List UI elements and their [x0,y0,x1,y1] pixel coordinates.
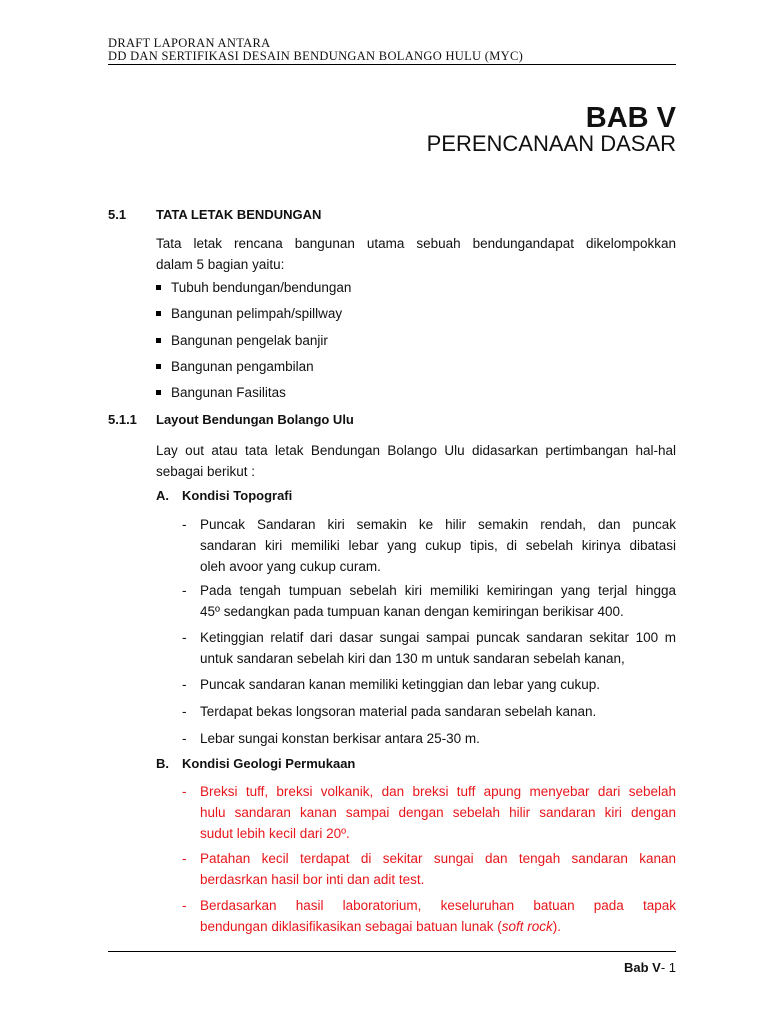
bullet-item: Bangunan Fasilitas [156,384,286,402]
footer-rule [108,951,676,952]
bullet-item: Bangunan pengambilan [156,358,314,376]
bullet-square-icon [156,311,161,316]
section-number: 5.1 [108,207,127,222]
footer-separator: - [660,960,669,975]
dash-marker: - [182,704,187,719]
section-5-1-1-intro [156,440,676,482]
list-item: - Pada tengah tumpuan sebelah kiri memiliki kemiringan yang terjal hingga 45º sedangkan pada tumpuan kanan dengan kemiringan berikisar 400. [182,580,676,622]
dash-marker: - [182,630,187,645]
bullet-item: Bangunan pengelak banjir [156,332,328,350]
subheading-letter: A. [156,488,169,503]
bullet-item: Tubuh bendungan/bendungan [156,279,351,297]
bullet-square-icon [156,285,161,290]
section-title: Layout Bendungan Bolango Ulu [156,412,354,427]
page-number: 1 [668,960,676,975]
bullet-square-icon [156,390,161,395]
list-item: - Breksi tuff, breksi volkanik, dan breksi tuff apung menyebar dari sebelah hulu sandaran kanan sampai dengan sebelah hilir sandaran kiri dengan sudut lebih kecil dari 20º. [182,781,676,844]
list-item: - Ketinggian relatif dari dasar sungai sampai puncak sandaran sekitar 100 m untuk sandaran sebelah kiri dan 130 m untuk sandaran sebelah kanan, [182,627,676,669]
subheading-title: Kondisi Geologi Permukaan [182,756,356,771]
dash-marker: - [182,517,187,532]
list-item: - Lebar sungai konstan berkisar antara 25-30 m. [182,728,676,749]
dash-marker: - [182,784,187,799]
section-title: TATA LETAK BENDUNGAN [156,207,322,222]
intro-line: Lay out atau tata letak Bendungan Bolango Ulu didasarkan pertimbangan hal-hal [156,443,676,458]
subheading-b [156,756,355,771]
doc-header-line2: DD DAN SERTIFIKASI DESAIN BENDUNGAN BOLANGO HULU (MYC) [108,49,524,63]
section-5-1-intro [156,233,676,275]
bullet-square-icon [156,364,161,369]
section-heading-5-1 [108,207,321,222]
dash-marker: - [182,677,187,692]
list-item: - Terdapat bekas longsoran material pada sandaran sebelah kanan. [182,701,676,722]
subheading-title: Kondisi Topografi [182,488,293,503]
chapter-number: BAB V [585,102,676,134]
dash-marker: - [182,898,187,913]
chapter-title: PERENCANAAN DASAR [426,131,676,156]
section-heading-5-1-1 [108,412,354,427]
list-item: - Puncak sandaran kanan memiliki ketinggian dan lebar yang cukup. [182,674,676,695]
dash-marker: - [182,583,187,598]
intro-line: sebagai berikut : [156,464,256,479]
section-number: 5.1.1 [108,412,137,427]
list-item: - Patahan kecil terdapat di sekitar sungai dan tengah sandaran kanan berdasrkan hasil bor inti dan adit test. [182,848,676,890]
list-item: - Puncak Sandaran kiri semakin ke hilir semakin rendah, dan puncak sandaran kiri memiliki lebar yang cukup tipis, di sebelah kirinya dibatasi oleh avoor yang cukup curam. [182,514,676,577]
subheading-a [156,488,292,503]
intro-line: Tata letak rencana bangunan utama sebuah bendungandapat dikelompokkan [156,236,676,251]
header-rule [108,64,676,65]
bullet-item: Bangunan pelimpah/spillway [156,305,342,323]
subheading-letter: B. [156,756,169,771]
intro-line: dalam 5 bagian yaitu: [156,257,285,272]
doc-header-line1: DRAFT LAPORAN ANTARA [108,36,271,50]
dash-marker: - [182,851,187,866]
dash-marker: - [182,731,187,746]
bullet-square-icon [156,338,161,343]
list-item: - Berdasarkan hasil laboratorium, keseluruhan batuan pada tapak bendungan diklasifikasikan sebagai batuan lunak (soft rock). [182,895,676,937]
page-footer [624,960,676,975]
footer-chapter-label: Bab V [623,960,661,975]
